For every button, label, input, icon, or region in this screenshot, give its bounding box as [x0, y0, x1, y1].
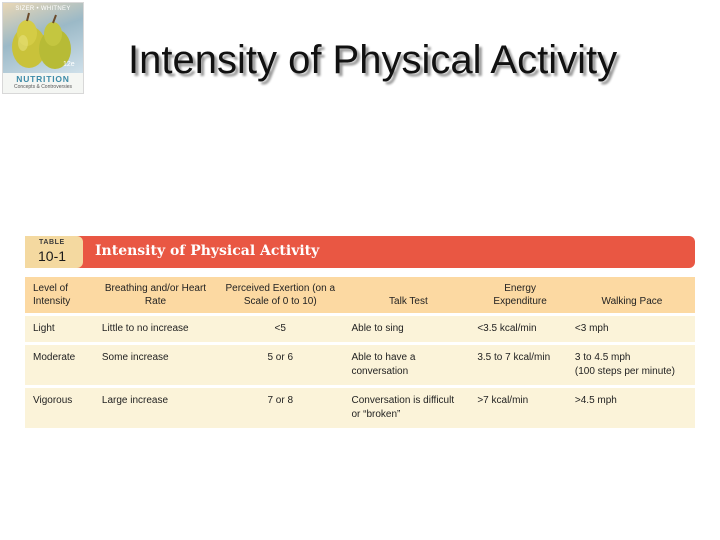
cell-walking [569, 315, 695, 344]
cell-breathing: Little to no increase [96, 315, 215, 344]
header-breathing: Breathing and/or Heart Rate [96, 277, 215, 315]
cover-edition: 12e [63, 61, 75, 68]
cell-talk: Able to sing [345, 315, 471, 344]
table-title: Intensity of Physical Activity [95, 243, 320, 259]
cell-level: Moderate [25, 344, 96, 387]
table-badge [25, 236, 83, 268]
cell-breathing: Some increase [96, 344, 215, 387]
cell-energy: <3.5 kcal/min [471, 315, 569, 344]
cell-exertion: 5 or 6 [215, 344, 345, 387]
intensity-table [25, 236, 695, 428]
cover-brand: NUTRITION [16, 74, 70, 84]
header-level: Level of Intensity [25, 277, 96, 315]
table-row [25, 344, 695, 387]
cover-subtitle: Concepts & Controversies [13, 84, 73, 90]
table-badge-label: TABLE [39, 239, 65, 246]
header-walking: Walking Pace [569, 277, 695, 315]
cell-breathing: Large increase [96, 387, 215, 429]
slide-title: Intensity of Physical Activity [128, 38, 618, 82]
cell-walking [569, 387, 695, 429]
table-row [25, 315, 695, 344]
cell-energy: >7 kcal/min [471, 387, 569, 429]
cell-level: Light [25, 315, 96, 344]
cell-level: Vigorous [25, 387, 96, 429]
cell-walking-pace: 3 to 4.5 mph [574, 352, 631, 363]
table-header-row [25, 277, 695, 315]
cover-authors: SIZER • WHITNEY [15, 6, 71, 12]
data-table [25, 277, 695, 428]
cell-talk: Conversation is difficult or “broken” [345, 387, 471, 429]
cell-walking-note: (100 steps per minute) [574, 366, 675, 377]
book-cover-logo [2, 2, 84, 94]
header-energy: Energy Expenditure [471, 277, 569, 315]
header-exertion: Perceived Exertion (on a Scale of 0 to 10) [215, 277, 345, 315]
cell-exertion: <5 [215, 315, 345, 344]
table-row [25, 387, 695, 429]
cell-energy: 3.5 to 7 kcal/min [471, 344, 569, 387]
header-talk: Talk Test [345, 277, 471, 315]
cell-walking-pace: >4.5 mph [574, 395, 617, 406]
cell-exertion: 7 or 8 [215, 387, 345, 429]
table-header-bar [25, 236, 695, 268]
cell-walking-pace: <3 mph [574, 323, 609, 334]
cell-walking [569, 344, 695, 387]
table-badge-number: 10-1 [38, 248, 67, 264]
cell-talk: Able to have a conversation [345, 344, 471, 387]
